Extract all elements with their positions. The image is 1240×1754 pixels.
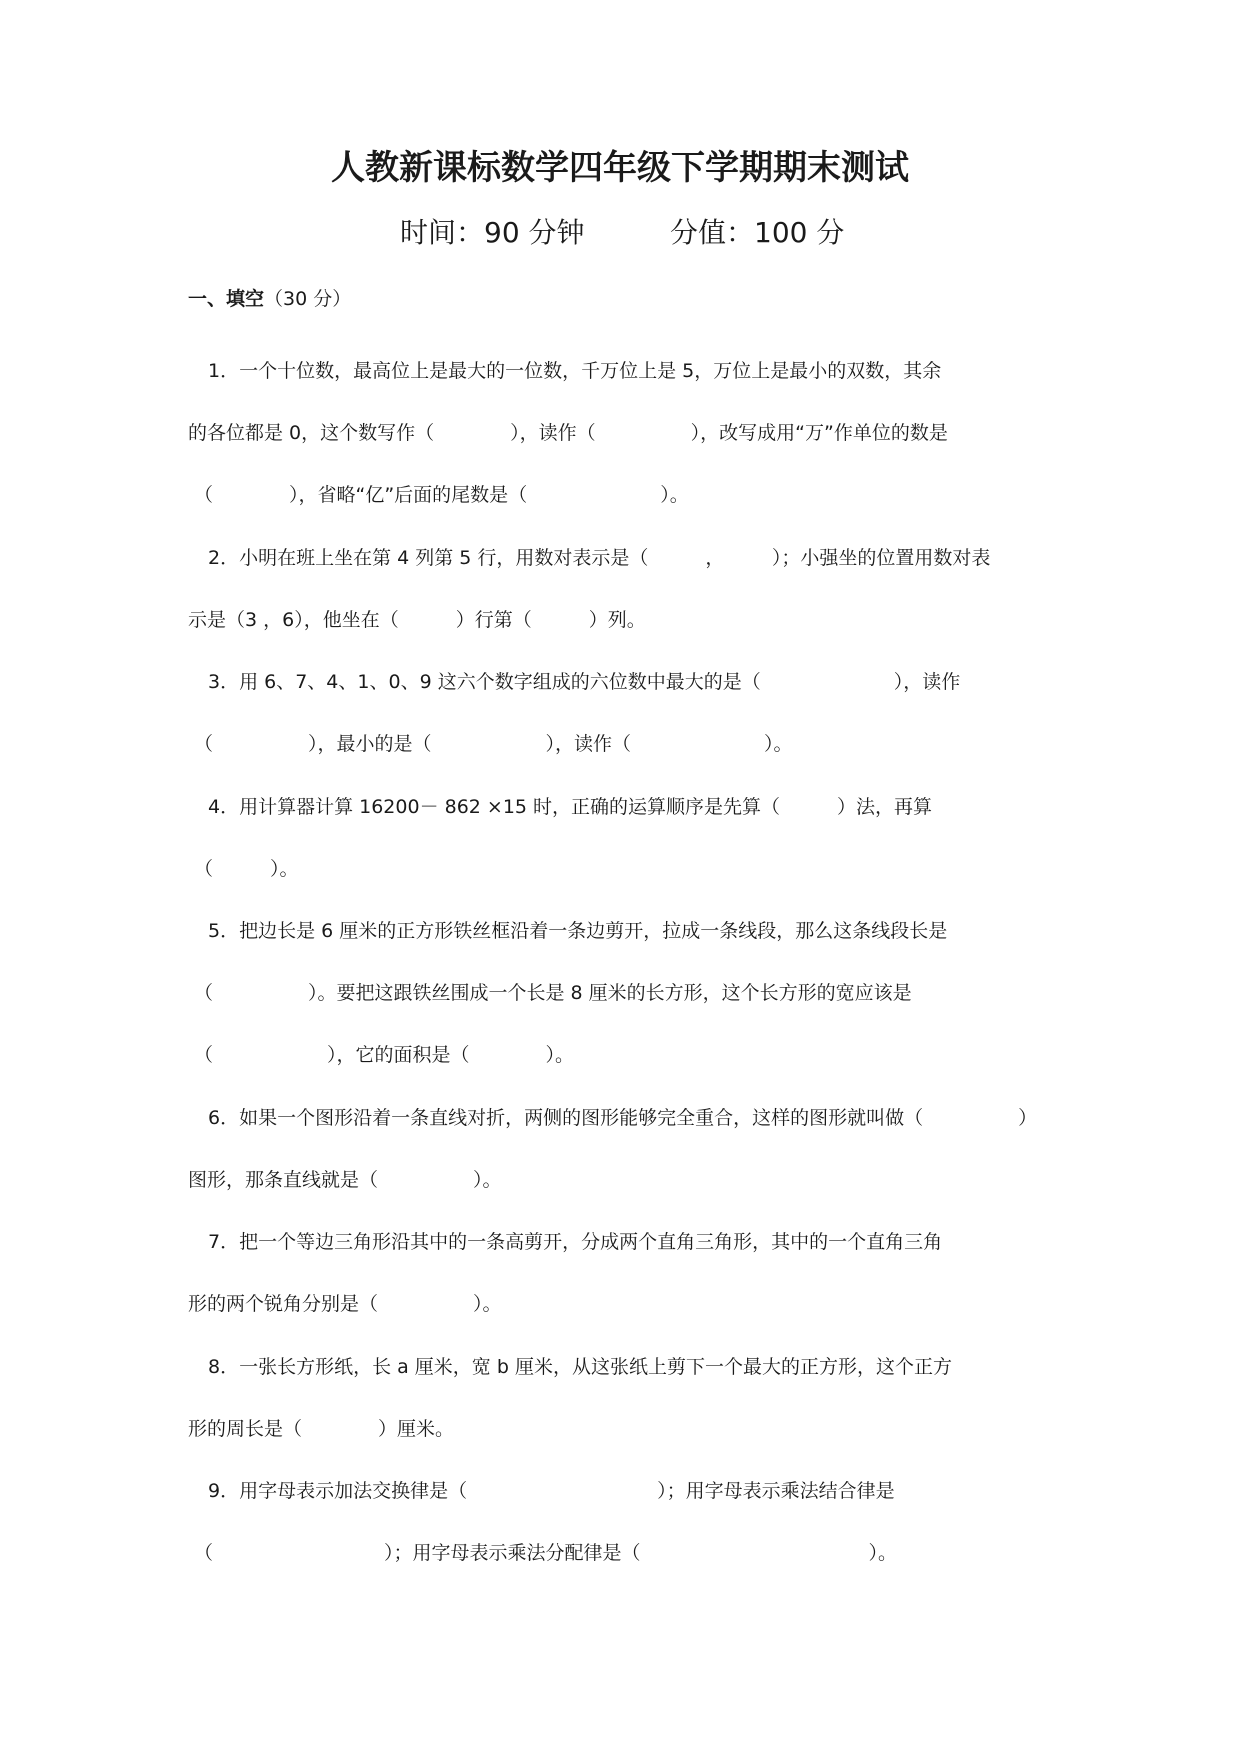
question-1-line-3: （ ），省略“亿”后面的尾数是（ ）。: [194, 484, 689, 506]
question-7-line-1: 7．把一个等边三角形沿其中的一条高剪开，分成两个直角三角形，其中的一个直角三角: [208, 1231, 943, 1253]
section-title: 一、填空: [188, 288, 265, 310]
question-7-line-2: 形的两个锐角分别是（ ）。: [188, 1293, 502, 1315]
exam-score: 分值：100 分: [670, 216, 845, 249]
question-9-line-2: （ ）；用字母表示乘法分配律是（ ）。: [194, 1542, 898, 1564]
question-2-line-1: 2．小明在班上坐在第 4 列第 5 行，用数对表示是（ ， ）；小强坐的位置用数对表: [208, 547, 991, 569]
question-3-line-2: （ ），最小的是（ ），读作（ ）。: [194, 733, 793, 755]
question-6-line-2: 图形，那条直线就是（ ）。: [188, 1169, 502, 1191]
question-5-line-3: （ ），它的面积是（ ）。: [194, 1044, 575, 1066]
question-2-line-2: 示是（3 ，6），他坐在（ ）行第（ ）列。: [188, 609, 646, 631]
question-5-line-1: 5．把边长是 6 厘米的正方形铁丝框沿着一条边剪开，拉成一条线段，那么这条线段长是: [208, 920, 948, 942]
question-6-line-1: 6．如果一个图形沿着一条直线对折，两侧的图形能够完全重合，这样的图形就叫做（ ）: [208, 1107, 1038, 1129]
question-1-line-2: 的各位都是 0，这个数写作（ ），读作（ ），改写成用“万”作单位的数是: [188, 422, 948, 444]
question-4-line-1: 4．用计算器计算 16200－ 862 ×15 时，正确的运算顺序是先算（ ）法，再算: [208, 796, 933, 818]
question-8-line-2: 形的周长是（ ）厘米。: [188, 1418, 455, 1440]
exam-time: 时间：90 分钟: [400, 216, 585, 249]
question-3-line-1: 3．用 6、7、4、1、0、9 这六个数字组成的六位数中最大的是（ ），读作: [208, 671, 961, 693]
section-points: （30 分）: [264, 288, 352, 310]
section-heading: [188, 284, 351, 314]
question-8-line-1: 8．一张长方形纸，长 a 厘米，宽 b 厘米，从这张纸上剪下一个最大的正方形，这个正方: [208, 1356, 952, 1378]
page-title: 人教新课标数学四年级下学期期末测试: [331, 148, 909, 188]
question-9-line-1: 9．用字母表示加法交换律是（ ）；用字母表示乘法结合律是: [208, 1480, 895, 1502]
question-5-line-2: （ ）。要把这跟铁丝围成一个长是 8 厘米的长方形，这个长方形的宽应该是: [194, 982, 912, 1004]
question-4-line-2: （ ）。: [194, 858, 299, 880]
question-1-line-1: 1．一个十位数，最高位上是最大的一位数，千万位上是 5，万位上是最小的双数，其余: [208, 360, 942, 382]
